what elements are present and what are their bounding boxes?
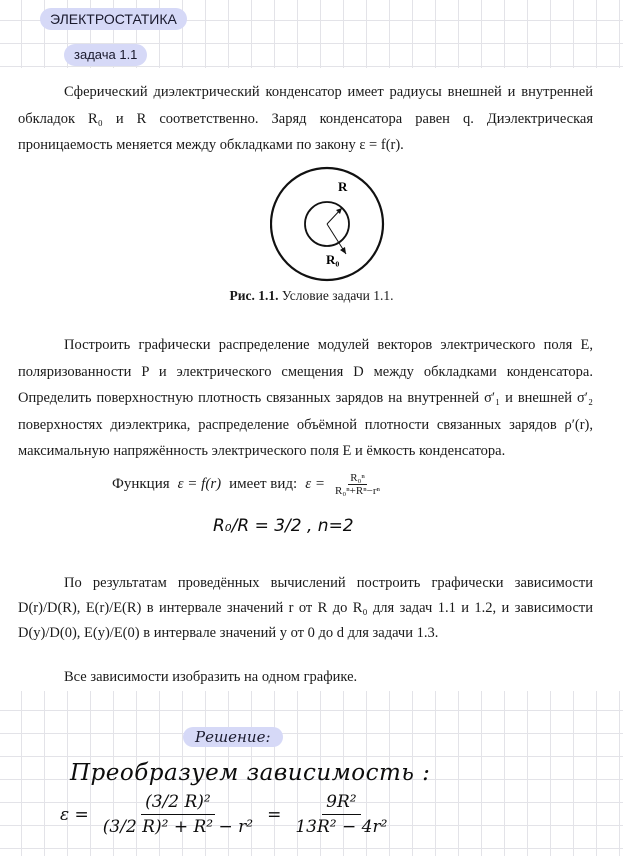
function-fraction xyxy=(333,472,382,497)
caption-text: Условие задачи 1.1. xyxy=(281,288,394,303)
eq-numerator-1: (3/2 R)² xyxy=(141,792,215,815)
function-line xyxy=(112,472,382,497)
arrow-head-outer xyxy=(340,247,346,254)
function-numerator: R₀ⁿ xyxy=(350,472,365,484)
transformed-equation xyxy=(60,792,391,837)
function-eq: ε = f(r) xyxy=(177,476,222,492)
task-paragraph: Построить графически распределение модулей векторов электрического поля E, поляризованности P и электрического смещения D между обкладками конденсатора. Определить поверхностную плотность связанных зарядов на внутренней σ′₁ и внешней σ′₂ поверхностях диэлектрика, распределение объёмной плотности связанных зарядов ρ′(r), максимальную напряжённость электрического поля E и ёмкость конденсатора. xyxy=(18,337,593,459)
given-values: R₀/R = 3/2 , n=2 xyxy=(213,516,354,536)
figure-label-inner: R₀ xyxy=(326,252,340,267)
eq-lhs: ε = xyxy=(60,804,89,825)
eq-denominator-1: (3/2 R)² + R² − r² xyxy=(102,817,254,837)
eq-fraction-2 xyxy=(291,792,391,837)
eq-numerator-2: 9R² xyxy=(322,792,360,815)
problem-paragraph: Сферический диэлектрический конденсатор имеет радиусы внешней и внутренней обкладок R₀ и R соответственно. Заряд конденсатора равен q. Диэлектрическая проницаемость меняется между обкладками по закону ε = f(r). xyxy=(18,84,593,153)
figure-label-outer: R xyxy=(338,179,348,194)
transform-title: Преобразуем зависимость : xyxy=(70,760,431,786)
function-prefix: Функция xyxy=(112,476,170,492)
function-eps: ε = xyxy=(305,476,326,492)
eq-denominator-2: 13R² − 4r² xyxy=(295,817,388,837)
figure-caption xyxy=(0,288,623,304)
task-tag: задача 1.1 xyxy=(64,44,147,66)
capacitor-figure xyxy=(270,164,400,284)
caption-number: Рис. 1.1. xyxy=(229,288,279,303)
plot-paragraph: По результатам проведённых вычислений построить графически зависимости D(r)/D(R), E(r)/E(R) в интервале значений r от R до R₀ для задач 1.1 и 1.2, и зависимости D(y)/D(0), E(y)/E(0) в интервале значений y от 0 до d для задачи 1.3. xyxy=(18,575,593,641)
eq-equals: = xyxy=(267,804,282,825)
solution-tag: Решение: xyxy=(183,727,283,747)
function-denominator: R₀ⁿ+Rⁿ−rⁿ xyxy=(335,485,380,497)
eq-fraction-1 xyxy=(99,792,257,837)
section-tag: ЭЛЕКТРОСТАТИКА xyxy=(40,8,187,30)
final-paragraph: Все зависимости изобразить на одном графике. xyxy=(64,669,358,685)
problem-statement xyxy=(0,68,623,691)
function-mid: имеет вид: xyxy=(229,476,298,492)
